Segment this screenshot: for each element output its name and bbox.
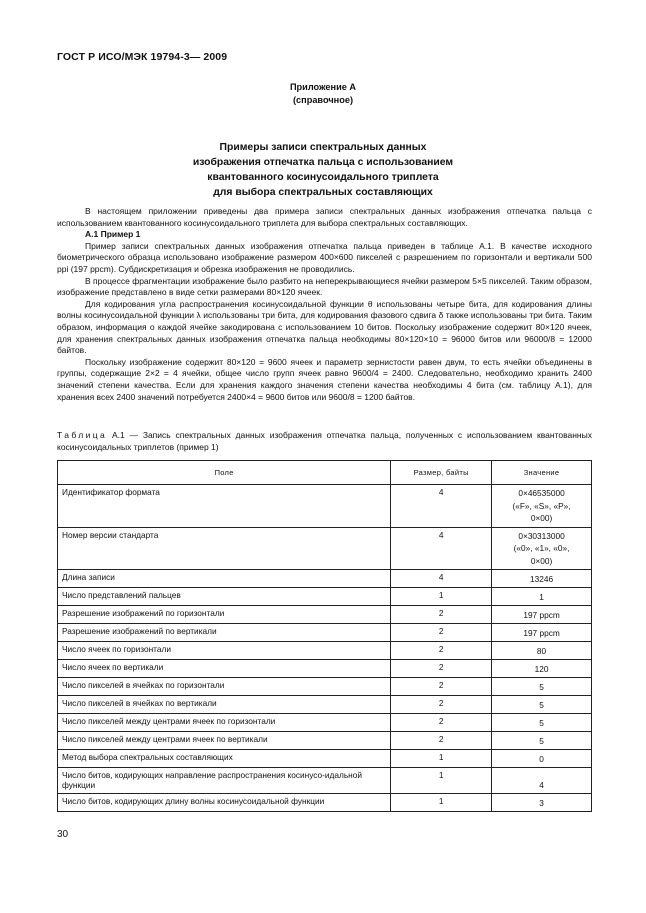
cell-size: 1 — [391, 794, 492, 812]
cell-field: Число битов, кодирующих длину волны косинусоидальной функции — [58, 794, 391, 812]
paragraph: Для кодирования угла распространения косинусоидальной функции θ использованы четыре бита, для кодирования длины волны косинусоидальной функции λ использованы три бита, для кодирования фазового сдвига δ также использованы три бита. Таким образом, информация о каждой ячейке закодирована с использованием 10 битов. Поскольку изображение содержит 80×120 ячеек, для хранения спектральных данных изображения отпечатка пальца необходимы 80×120×10 = 96000 битов или 96000/8 = 12000 байтов. — [57, 298, 592, 356]
cell-size: 1 — [391, 588, 492, 606]
section-title-line: Примеры записи спектральных данных — [219, 142, 427, 153]
column-header-field: Поле — [58, 461, 391, 485]
table-row — [58, 485, 592, 528]
table-caption — [57, 430, 592, 453]
cell-value — [492, 606, 592, 624]
table-body — [58, 485, 592, 812]
cell-size: 4 — [391, 485, 492, 528]
table-caption-prefix: Таблица — [57, 430, 108, 440]
cell-field: Длина записи — [58, 570, 391, 588]
cell-size: 1 — [391, 768, 492, 794]
cell-size: 4 — [391, 570, 492, 588]
cell-field: Число ячеек по вертикали — [58, 660, 391, 678]
cell-value — [492, 768, 592, 794]
table-row — [58, 570, 592, 588]
cell-field: Разрешение изображений по вертикали — [58, 624, 391, 642]
cell-value-line: 197 ppcm — [523, 627, 560, 638]
table-row — [58, 732, 592, 750]
cell-value — [492, 732, 592, 750]
cell-value — [492, 660, 592, 678]
cell-size: 2 — [391, 732, 492, 750]
cell-value-line: 1 — [539, 591, 544, 602]
section-title-line: для выбора спектральных составляющих — [213, 187, 433, 198]
cell-field: Метод выбора спектральных составляющих — [58, 750, 391, 768]
cell-field: Число пикселей в ячейках по вертикали — [58, 696, 391, 714]
cell-field: Число пикселей в ячейках по горизонтали — [58, 678, 391, 696]
subsection-heading: А.1 Пример 1 — [85, 229, 141, 240]
cell-value-line: 0×00) — [530, 555, 553, 566]
table-row — [58, 750, 592, 768]
cell-value-line: 0×46535000 — [518, 488, 565, 498]
table-row — [58, 642, 592, 660]
cell-value — [492, 696, 592, 714]
paragraph: В настоящем приложении приведены два примера записи спектральных данных изображения отпечатка пальца с использованием квантованного косинусоидального триплета для выбора спектральных составляющих. — [57, 206, 592, 228]
table-row — [58, 714, 592, 732]
cell-value-line: 0×30313000 — [518, 530, 565, 541]
cell-value-line: 13246 — [530, 573, 554, 584]
table-row — [58, 588, 592, 606]
cell-field: Число битов, кодирующих направление распространения косинусо-идальной функции — [58, 768, 391, 794]
cell-size: 1 — [391, 750, 492, 768]
cell-value-line: 0×00) — [530, 513, 553, 523]
table-row — [58, 696, 592, 714]
cell-value-line: 5 — [539, 681, 544, 692]
cell-field: Разрешение изображений по горизонтали — [58, 606, 391, 624]
cell-value — [492, 624, 592, 642]
table-row — [58, 527, 592, 570]
cell-value-line: 5 — [539, 699, 544, 710]
cell-value — [492, 485, 592, 528]
body-text — [57, 206, 592, 403]
cell-value-line: 0 — [539, 753, 544, 764]
page-number: 30 — [57, 829, 69, 840]
table-row — [58, 624, 592, 642]
cell-size: 2 — [391, 696, 492, 714]
appendix-label: Приложение А — [289, 82, 357, 92]
column-header-value: Значение — [492, 461, 592, 485]
cell-size: 2 — [391, 714, 492, 732]
cell-size: 4 — [391, 527, 492, 570]
paragraph: Поскольку изображение содержит 80×120 = 9600 ячеек и параметр зернистости равен двум, то есть ячейки объединены в группы, содержащие 2×2 = 4 ячейки, общее число групп ячеек равно 9600/4 = 2400. Следовательно, необходимо хранить 2400 значений степени качества. Если для хранения каждого значения степени качества необходимы 4 бита (см. таблицу А.1), для хранения всех 2400 значений потребуется 2400×4 = 9600 битов или 9600/8 = 1200 байтов. — [57, 356, 592, 402]
cell-size: 2 — [391, 606, 492, 624]
cell-field: Число пикселей между центрами ячеек по горизонтали — [58, 714, 391, 732]
cell-value-line: 80 — [536, 645, 547, 656]
cell-field: Число ячеек по горизонтали — [58, 642, 391, 660]
table-row — [58, 678, 592, 696]
cell-value-line: 5 — [539, 717, 544, 728]
cell-value-line: («0», «1», «0», — [513, 543, 570, 553]
cell-value — [492, 714, 592, 732]
cell-value — [492, 642, 592, 660]
section-title-line: изображения отпечатка пальца с использованием — [192, 157, 454, 168]
paragraph: В процессе фрагментации изображение было разбито на неперекрывающиеся ячейки размером 5×5 пикселей. Таким образом, изображение представлено в виде сетки размерами 80×120 ячеек. — [57, 275, 592, 298]
appendix-type: (справочное) — [292, 95, 353, 105]
cell-field: Число пикселей между центрами ячеек по вертикали — [58, 732, 391, 750]
cell-value-line: 197 ppcm — [523, 609, 560, 620]
cell-field: Число представлений пальцев — [58, 588, 391, 606]
cell-size: 2 — [391, 660, 492, 678]
cell-size: 2 — [391, 624, 492, 642]
cell-value — [492, 570, 592, 588]
cell-value — [492, 794, 592, 812]
cell-field: Номер версии стандарта — [58, 527, 391, 570]
cell-value — [492, 527, 592, 570]
cell-field: Идентификатор формата — [58, 485, 391, 528]
column-header-size: Размер, байты — [391, 461, 492, 485]
cell-value-line: («F», «S», «P», — [512, 500, 571, 511]
table-row — [58, 768, 592, 794]
cell-value — [492, 588, 592, 606]
cell-value — [492, 678, 592, 696]
cell-value-line: 5 — [539, 735, 544, 746]
cell-size: 2 — [391, 678, 492, 696]
section-title-line: квантованного косинусоидального триплета — [207, 172, 439, 183]
section-title — [0, 140, 646, 200]
table-caption-text: А.1 — Запись спектральных данных изображения отпечатка пальца, полученных с использованием квантованных косинусоидальных триплетов (пример 1) — [57, 430, 592, 452]
cell-value-line: 120 — [534, 663, 549, 674]
cell-value — [492, 750, 592, 768]
table-row — [58, 794, 592, 812]
paragraph: Пример записи спектральных данных изображения отпечатка пальца приведен в таблице А.1. В качестве исходного биометрического образца использовано изображение размером 400×600 пикселей с разрешением по горизонтали и вертикали 500 ppi (197 ppcm). Субдискретизация и обрезка изображения не проводились. — [57, 240, 592, 274]
spectral-data-table — [57, 460, 592, 812]
standard-header: ГОСТ Р ИСО/МЭК 19794-3— 2009 — [57, 51, 228, 63]
cell-value-line: 3 — [539, 797, 544, 808]
cell-value-line: 4 — [539, 779, 544, 790]
cell-size: 2 — [391, 642, 492, 660]
table-row — [58, 660, 592, 678]
table-row — [58, 606, 592, 624]
table-header-row — [58, 461, 592, 485]
